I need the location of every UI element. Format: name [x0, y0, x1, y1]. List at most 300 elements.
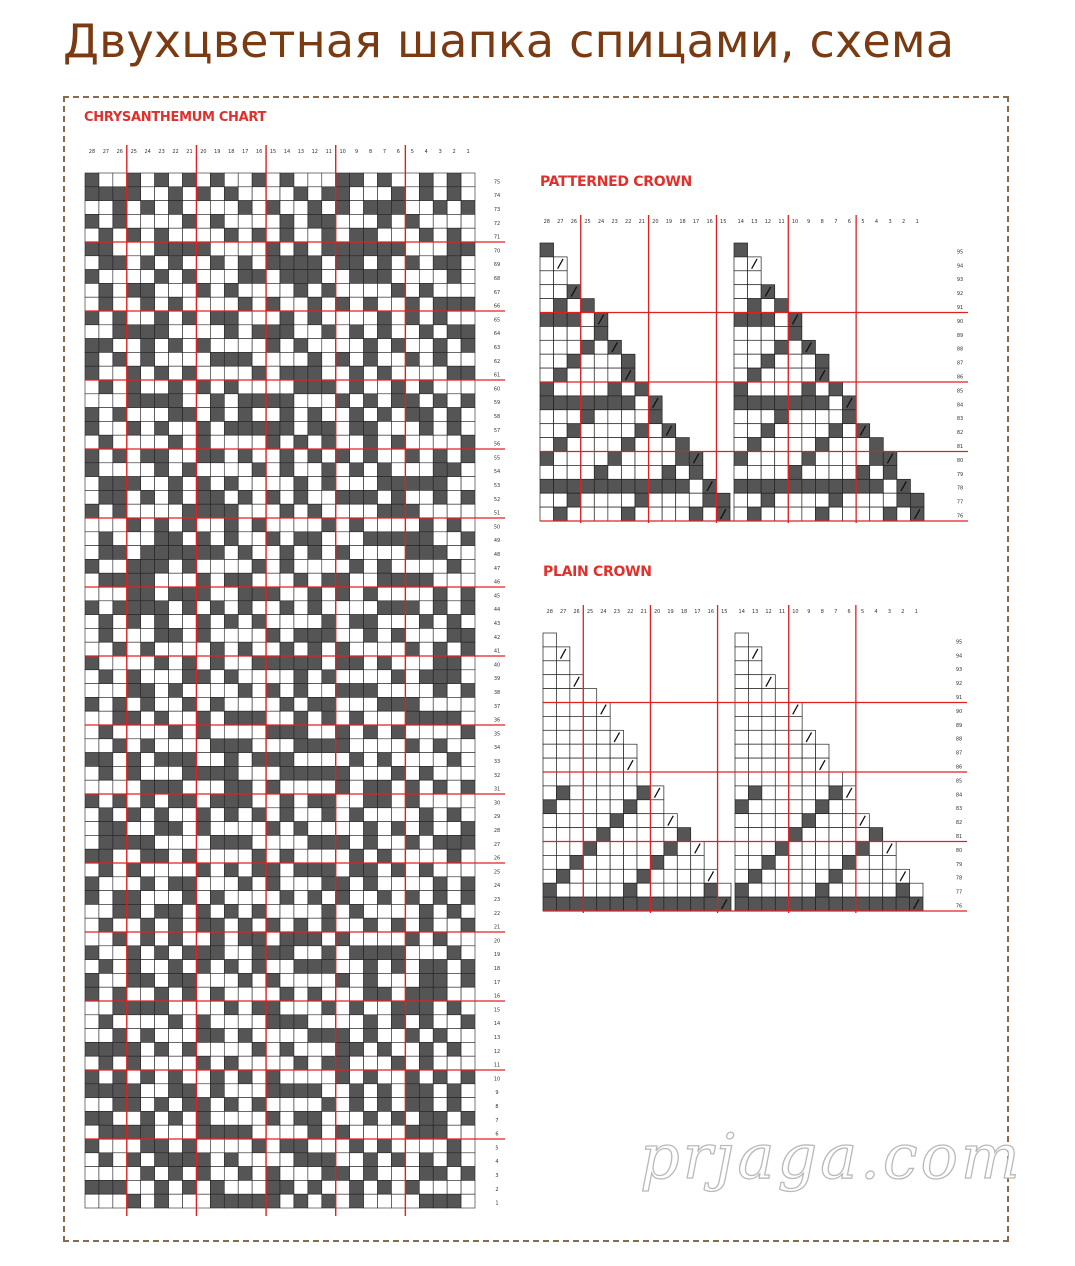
- crown-cell: [789, 897, 802, 911]
- crown-cell: [762, 730, 775, 744]
- main-row-number: 22: [493, 910, 501, 917]
- crown-cell: [883, 897, 896, 911]
- crown-cell: [597, 786, 610, 800]
- crown-cell: [842, 828, 855, 842]
- main-col-number: 9: [355, 149, 359, 155]
- crown-cell: [597, 814, 610, 828]
- crown-cell: [624, 842, 637, 856]
- crown-cell: [597, 897, 610, 911]
- crown-cell: [543, 772, 556, 786]
- plain-col-number: 3: [887, 609, 892, 615]
- crown-cell: [597, 758, 610, 772]
- main-row-number: 35: [493, 731, 501, 738]
- crown-cell: [816, 828, 829, 842]
- main-row-number: 23: [493, 896, 501, 903]
- crown-cell: [570, 800, 583, 814]
- crown-cell: [570, 855, 583, 869]
- main-row-number: 44: [493, 607, 501, 614]
- main-row-number: 75: [493, 179, 501, 186]
- crown-cell: [829, 786, 842, 800]
- crown-cell: [802, 744, 815, 758]
- patterned-col-number: 3: [888, 219, 892, 225]
- plain-row-number: 85: [955, 778, 963, 785]
- crown-cell: [543, 855, 556, 869]
- main-col-number: 16: [255, 149, 263, 155]
- crown-cell: [762, 703, 775, 717]
- crown-cell: [748, 744, 761, 758]
- crown-cell: [637, 828, 650, 842]
- crown-cell: [583, 828, 596, 842]
- crown-cell: [597, 800, 610, 814]
- main-row-number: 18: [493, 965, 501, 972]
- main-row-number: 41: [493, 648, 501, 655]
- patterned-col-number: 23: [611, 219, 618, 225]
- crown-cell: [748, 869, 761, 883]
- crown-cell: [610, 758, 623, 772]
- crown-cell: [650, 814, 663, 828]
- main-col-number: 18: [228, 149, 235, 155]
- crown-cell: [597, 716, 610, 730]
- plain-row-number: 84: [955, 792, 963, 799]
- crown-cell: [637, 869, 650, 883]
- main-row-number: 29: [493, 814, 501, 821]
- plain-col-number: 16: [707, 609, 715, 615]
- crown-cell: [802, 758, 815, 772]
- crown-cell: [583, 703, 596, 717]
- crown-cell: [570, 897, 583, 911]
- main-row-number: 67: [493, 289, 501, 296]
- crown-cell: [842, 800, 855, 814]
- main-row-number: 57: [493, 427, 501, 434]
- crown-cell: [650, 883, 663, 897]
- patterned-row-number: 80: [956, 457, 964, 464]
- crown-cell: [789, 842, 802, 856]
- crown-cell: [802, 883, 815, 897]
- crown-cell: [856, 842, 869, 856]
- plain-col-number: 28: [546, 609, 553, 615]
- patterned-col-number: 20: [652, 219, 659, 225]
- crown-cell: [829, 869, 842, 883]
- plain-row-number: 93: [955, 667, 963, 674]
- plain-col-number: 13: [751, 609, 759, 615]
- crown-cell: [762, 869, 775, 883]
- crown-cell: [775, 744, 788, 758]
- crown-cell: [677, 897, 690, 911]
- crown-cell: [570, 689, 583, 703]
- crown-cell: [570, 786, 583, 800]
- crown-cell: [597, 772, 610, 786]
- crown-cell: [610, 869, 623, 883]
- crown-cell: [583, 897, 596, 911]
- main-row-number: 5: [495, 1145, 499, 1152]
- crown-cell: [556, 744, 569, 758]
- plain-col-number: 18: [680, 609, 688, 615]
- crown-cell: [556, 730, 569, 744]
- main-col-number: 19: [214, 149, 221, 155]
- crown-cell: [570, 772, 583, 786]
- crown-cell: [816, 772, 829, 786]
- plain-row-number: 95: [955, 639, 963, 646]
- main-row-number: 27: [493, 841, 501, 848]
- main-col-number: 23: [158, 149, 165, 155]
- main-row-number: 26: [493, 855, 501, 862]
- crown-cell: [748, 855, 761, 869]
- crown-cell: [570, 716, 583, 730]
- crown-cell: [624, 772, 637, 786]
- crown-cell: [829, 855, 842, 869]
- crown-cell: [775, 869, 788, 883]
- crown-cell: [610, 814, 623, 828]
- patterned-row-number: 79: [956, 471, 964, 478]
- crown-cell: [583, 786, 596, 800]
- plain-crown-label: PLAIN CROWN: [543, 564, 652, 580]
- crown-cell: [677, 869, 690, 883]
- main-row-number: 65: [493, 317, 501, 324]
- crown-cell: [896, 883, 909, 897]
- crown-cell: [789, 855, 802, 869]
- main-row-number: 20: [493, 938, 501, 945]
- crown-cell: [610, 828, 623, 842]
- crown-cell: [570, 828, 583, 842]
- crown-cell: [583, 855, 596, 869]
- plain-col-number: 1: [914, 609, 918, 615]
- main-col-number: 14: [283, 149, 291, 155]
- plain-col-number: 11: [778, 609, 786, 615]
- crown-cell: [775, 855, 788, 869]
- crown-cell: [762, 744, 775, 758]
- crown-cell: [789, 869, 802, 883]
- main-col-number: 17: [241, 149, 249, 155]
- crown-cell: [829, 897, 842, 911]
- main-row-number: 32: [493, 772, 501, 779]
- crown-cell: [735, 869, 748, 883]
- main-row-number: 48: [493, 551, 501, 558]
- main-row-number: 71: [493, 234, 501, 241]
- patterned-row-number: 87: [956, 360, 964, 367]
- main-row-number: 4: [495, 1159, 499, 1166]
- patterned-col-number: 13: [751, 219, 758, 225]
- page-title: Двухцветная шапка спицами, схема: [63, 14, 955, 68]
- crown-cell: [543, 814, 556, 828]
- crown-cell: [583, 772, 596, 786]
- main-row-number: 60: [493, 386, 501, 393]
- plain-col-number: 22: [627, 609, 634, 615]
- crown-cell: [735, 661, 748, 675]
- main-row-number: 1: [495, 1200, 499, 1207]
- crown-cell: [691, 897, 704, 911]
- plain-col-number: 23: [613, 609, 621, 615]
- crown-cell: [597, 855, 610, 869]
- main-col-number: 12: [311, 149, 319, 155]
- plain-col-number: 15: [721, 609, 728, 615]
- crown-cell: [597, 828, 610, 842]
- main-col-number: 27: [102, 149, 110, 155]
- crown-cell: [718, 883, 731, 897]
- patterned-row-number: 88: [956, 346, 964, 353]
- main-row-number: 11: [493, 1062, 501, 1069]
- plain-row-number: 81: [955, 834, 963, 841]
- plain-row-number: 88: [955, 736, 963, 743]
- crown-cell: [748, 661, 761, 675]
- crown-cell: [910, 883, 923, 897]
- crown-cell: [543, 661, 556, 675]
- crown-cell: [842, 855, 855, 869]
- chrysanthemum-chart-label: CHRYSANTHEMUM CHART: [84, 110, 267, 125]
- crown-cell: [556, 661, 569, 675]
- crown-cell: [610, 855, 623, 869]
- crown-cell: [856, 855, 869, 869]
- plain-row-number: 83: [955, 806, 963, 813]
- crown-cell: [583, 744, 596, 758]
- plain-row-number: 80: [955, 847, 963, 854]
- crown-cell: [802, 828, 815, 842]
- crown-cell: [570, 869, 583, 883]
- crown-cell: [762, 689, 775, 703]
- crown-cell: [748, 897, 761, 911]
- crown-cell: [775, 800, 788, 814]
- crown-cell: [802, 772, 815, 786]
- crown-cell: [748, 716, 761, 730]
- crown-cell: [556, 758, 569, 772]
- main-row-number: 2: [495, 1186, 499, 1193]
- crown-cell: [829, 842, 842, 856]
- main-row-number: 45: [493, 593, 501, 600]
- crown-cell: [556, 828, 569, 842]
- crown-cell: [583, 869, 596, 883]
- crown-cell: [869, 855, 882, 869]
- crown-cell: [570, 842, 583, 856]
- crown-cell: [624, 814, 637, 828]
- crown-cell: [637, 855, 650, 869]
- plain-row-number: 79: [955, 861, 963, 868]
- crown-cell: [842, 883, 855, 897]
- crown-cell: [762, 716, 775, 730]
- main-col-number: 11: [325, 149, 332, 155]
- crown-cell: [802, 897, 815, 911]
- crown-cell: [735, 814, 748, 828]
- main-row-number: 21: [493, 924, 501, 931]
- main-row-number: 25: [493, 869, 501, 876]
- crown-cell: [735, 842, 748, 856]
- crown-cell: [664, 842, 677, 856]
- crown-cell: [816, 814, 829, 828]
- patterned-row-number: 82: [956, 430, 964, 437]
- main-col-number: 1: [466, 149, 470, 155]
- crown-cell: [637, 772, 650, 786]
- crown-cell: [829, 814, 842, 828]
- main-row-number: 72: [493, 220, 501, 227]
- patterned-col-number: 9: [807, 219, 811, 225]
- plain-row-number: 92: [955, 681, 963, 688]
- crown-cell: [570, 730, 583, 744]
- crown-cell: [677, 828, 690, 842]
- crown-cell: [789, 800, 802, 814]
- crown-cell: [748, 842, 761, 856]
- crown-cell: [543, 828, 556, 842]
- main-row-number: 64: [493, 331, 501, 338]
- patterned-row-number: 92: [956, 291, 964, 298]
- crown-cell: [762, 883, 775, 897]
- main-row-number: 39: [493, 676, 501, 683]
- crown-cell: [570, 703, 583, 717]
- main-row-number: 56: [493, 441, 501, 448]
- patterned-col-number: 24: [597, 219, 605, 225]
- crown-cell: [802, 842, 815, 856]
- patterned-row-number: 83: [956, 416, 964, 423]
- crown-cell: [556, 869, 569, 883]
- plain-row-number: 89: [955, 722, 963, 729]
- main-row-number: 28: [493, 827, 501, 834]
- main-col-number: 24: [144, 149, 151, 155]
- crown-cell: [735, 800, 748, 814]
- crown-cell: [775, 786, 788, 800]
- patterned-col-number: 19: [665, 219, 673, 225]
- patterned-row-number: 93: [956, 277, 964, 284]
- crown-cell: [748, 814, 761, 828]
- crown-cell: [735, 786, 748, 800]
- crown-cell: [762, 842, 775, 856]
- crown-cell: [748, 758, 761, 772]
- main-row-number: 12: [493, 1048, 501, 1055]
- crown-cell: [610, 772, 623, 786]
- crown-cell: [610, 883, 623, 897]
- plain-row-number: 94: [955, 653, 963, 660]
- crown-cell: [816, 744, 829, 758]
- crown-cell: [624, 786, 637, 800]
- plain-row-number: 90: [955, 708, 963, 715]
- plain-col-number: 10: [792, 609, 799, 615]
- watermark: prjaga.com: [640, 1120, 1023, 1193]
- crown-cell: [748, 675, 761, 689]
- crown-cell: [624, 869, 637, 883]
- patterned-row-number: 89: [956, 332, 964, 339]
- crown-cell: [789, 730, 802, 744]
- crown-cell: [789, 772, 802, 786]
- crown-cell: [856, 883, 869, 897]
- crown-cell: [775, 689, 788, 703]
- crown-cell: [583, 800, 596, 814]
- crown-cell: [816, 897, 829, 911]
- crown-cell: [802, 869, 815, 883]
- main-col-number: 6: [396, 149, 400, 155]
- main-row-number: 73: [493, 206, 501, 213]
- main-col-number: 4: [424, 149, 428, 155]
- crown-cell: [610, 800, 623, 814]
- plain-col-number: 9: [807, 609, 811, 615]
- main-col-number: 10: [339, 149, 346, 155]
- patterned-row-number: 95: [956, 249, 964, 256]
- main-row-number: 59: [493, 400, 501, 407]
- crown-cell: [789, 744, 802, 758]
- main-row-number: 55: [493, 455, 501, 462]
- plain-col-number: 24: [600, 609, 607, 615]
- plain-row-number: 82: [955, 820, 963, 827]
- plain-col-number: 4: [874, 609, 878, 615]
- crown-cell: [664, 897, 677, 911]
- main-row-number: 37: [493, 703, 501, 710]
- crown-cell: [556, 883, 569, 897]
- crown-cell: [637, 786, 650, 800]
- main-row-number: 38: [493, 689, 501, 696]
- plain-col-number: 6: [847, 609, 851, 615]
- main-row-number: 54: [493, 469, 501, 476]
- main-row-number: 24: [493, 883, 501, 890]
- main-row-number: 34: [493, 745, 501, 752]
- crown-cell: [896, 897, 909, 911]
- crown-cell: [735, 703, 748, 717]
- crown-cell: [869, 842, 882, 856]
- main-row-number: 31: [493, 786, 501, 793]
- crown-cell: [556, 716, 569, 730]
- crown-cell: [543, 716, 556, 730]
- crown-cell: [748, 883, 761, 897]
- crown-cell: [748, 772, 761, 786]
- crown-cell: [748, 800, 761, 814]
- crown-cell: [762, 800, 775, 814]
- crown-cell: [583, 842, 596, 856]
- crown-cell: [816, 883, 829, 897]
- main-col-number: 7: [382, 149, 387, 155]
- crown-cell: [762, 758, 775, 772]
- crown-cell: [869, 869, 882, 883]
- crown-cell: [789, 716, 802, 730]
- crown-cell: [556, 703, 569, 717]
- main-row-number: 42: [493, 634, 501, 641]
- crown-cell: [583, 758, 596, 772]
- patterned-col-number: 25: [584, 219, 591, 225]
- crown-cell: [624, 828, 637, 842]
- crown-cell: [883, 855, 896, 869]
- patterned-col-number: 7: [834, 219, 838, 225]
- crown-cell: [762, 855, 775, 869]
- main-col-number: 3: [438, 149, 442, 155]
- crown-cell: [543, 800, 556, 814]
- main-col-number: 25: [130, 149, 137, 155]
- main-row-number: 53: [493, 482, 501, 489]
- main-row-number: 8: [495, 1103, 499, 1110]
- patterned-col-number: 10: [791, 219, 799, 225]
- crown-cell: [735, 730, 748, 744]
- main-row-number: 19: [493, 952, 501, 959]
- main-row-number: 33: [493, 758, 501, 765]
- crown-cell: [570, 814, 583, 828]
- crown-cell: [624, 855, 637, 869]
- crown-cell: [610, 744, 623, 758]
- crown-cell: [556, 855, 569, 869]
- main-row-number: 70: [493, 248, 501, 255]
- crown-cell: [775, 772, 788, 786]
- crown-cell: [856, 869, 869, 883]
- main-col-number: 26: [116, 149, 124, 155]
- main-row-number: 74: [493, 193, 501, 200]
- crown-cell: [650, 855, 663, 869]
- crown-cell: [762, 828, 775, 842]
- crown-cell: [735, 758, 748, 772]
- crown-cell: [610, 786, 623, 800]
- crown-cell: [829, 883, 842, 897]
- main-row-number: 43: [493, 620, 501, 627]
- patterned-col-number: 15: [720, 219, 727, 225]
- crown-cell: [883, 883, 896, 897]
- crown-cell: [556, 897, 569, 911]
- crown-cell: [556, 772, 569, 786]
- patterned-row-number: 90: [956, 318, 964, 325]
- crown-cell: [842, 814, 855, 828]
- crown-cell: [543, 883, 556, 897]
- patterned-col-number: 8: [820, 219, 824, 225]
- crown-cell: [748, 703, 761, 717]
- crown-cell: [597, 744, 610, 758]
